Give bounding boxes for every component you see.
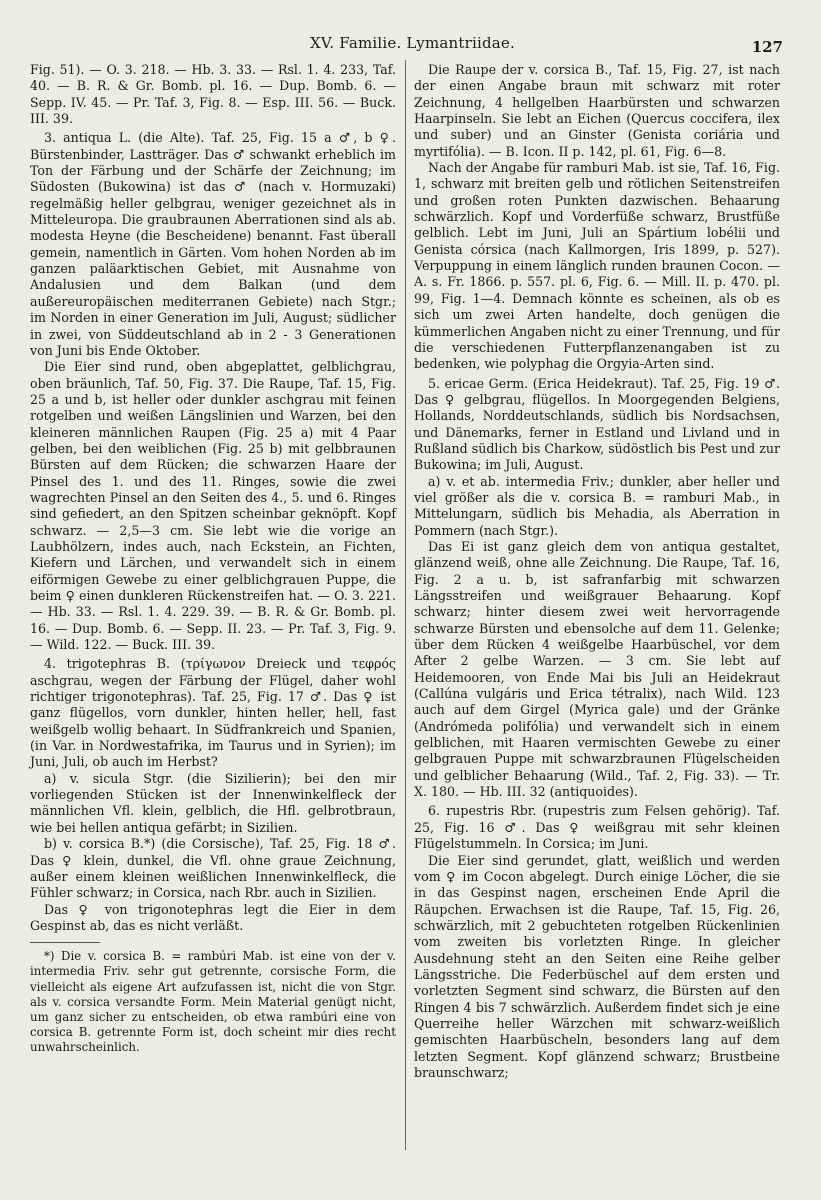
paragraph-references-cont: Fig. 51). — O. 3. 218. — Hb. 3. 33. — Rsl. 1. 4. 233, Taf. 40. — B. R. & Gr. Bomb. pl. 16. — Dup. Bomb. 6. — Sepp. IV. 45. — Pr. Taf. 3, Fig. 8. — Esp. III. 56. — Buck. III. 39. — [30, 62, 396, 127]
page-header — [0, 34, 821, 58]
paragraph-sicula: a) v. sicula Stgr. (die Sizilierin); bei den mir vorliegenden Stücken ist der Innenwinkelfleck der männlichen Vfl. klein, gelblich, die Hfl. gelbrotbraun, wie bei hellen antiqua gefärbt; in Sizilien. — [30, 770, 396, 835]
paragraph-ericae: 5. ericae Germ. (Erica Heidekraut). Taf. 25, Fig. 19 ♂. Das ♀ gelbgrau, flügellos. In Moorgegenden Belgiens, Hollands, Norddeutschlands, südlich bis Nordsachsen, und Dänemarks, ferner in Estland und Livland und in Rußland südlich bis Charkow, südöstlich bis Pest und zur Bukowina; im Juli, August. — [414, 375, 780, 473]
paragraph-trigotephras: 4. trigotephras B. (τρίγωνον Dreieck und τεφρός aschgrau, wegen der Färbung der Flügel, daher wohl richtiger trigonotephras). Taf. 25, Fig. 17 ♂. Das ♀ ist ganz flügellos, vorn dunkler, hinten heller, hell, fast weißgelb wollig behaart. In Südfrankreich und Spanien, (in Var. in Nordwestafrika, im Taurus und in Syrien); im Juni, Juli, ob auch im Herbst? — [30, 656, 396, 770]
left-column — [30, 62, 396, 1056]
page-number: 127 — [751, 38, 783, 56]
paragraph-corsica-larva: Die Raupe der v. corsica B., Taf. 15, Fig. 27, ist nach der einen Angabe braun mit schwarz mit roter Zeichnung, 4 hellgelben Haarbürsten und schwarzen Haarpinseln. Sie lebt an Eichen (Quercus coccifera, ilex und suber) und an Ginster (Genista coriária und myrtifólia). — B. Icon. II p. 142, pl. 61, Fig. 6—8. — [414, 62, 780, 159]
right-column — [414, 62, 780, 1081]
running-head: XV. Familie. Lymantriidae. — [310, 34, 515, 52]
column-divider — [405, 60, 406, 1150]
paragraph-corsica: b) v. corsica B.*) (die Corsische), Taf. 25, Fig. 18 ♂. Das ♀ klein, dunkel, die Vfl. ohne graue Zeichnung, außer einem kleinen weißlichen Innenwinkelfleck, die Fühler schwarz; in Corsica, nach Rbr. auch in Sizilien. — [30, 836, 396, 901]
paragraph-ericae-egg-larva: Das Ei ist ganz gleich dem von antiqua gestaltet, glänzend weiß, ohne alle Zeichnung. Die Raupe, Taf. 16, Fig. 2 a u. b, ist safranfarbig mit schwarzen Längsstreifen und weißgrauer Behaarung. Kopf schwarz; hinter diesem zwei weit hervorragende schwarze Bürsten und ebensolche auf dem 11. Gelenke; über dem Rücken 4 weißgelbe Haarbüschel, vor dem After 2 gelbe Warzen. — 3 cm. Sie lebt auf Heidemooren, von Ende Mai bis Juli an Heidekraut (Callúna vulgáris und Erica tétralix), nach Wild. 123 auch auf dem Girgel (Myrica gale) und der Gränke (Andrómeda polifólia) und verwandelt sich in einem gelblichen, mit Haaren vermischten Gewebe zu einer gelbgrauen Puppe mit schwarzbraunen Flügelscheiden und gelblicher Behaarung (Wild., Taf. 2, Fig. 33). — Tr. X. 180. — Hb. III. 32 (antiquoides). — [414, 538, 780, 800]
paragraph-rupestris: 6. rupestris Rbr. (rupestris zum Felsen gehörig). Taf. 25, Fig. 16 ♂. Das ♀ weißgrau mit sehr kleinen Flügelstummeln. In Corsica; im Juni. — [414, 803, 780, 852]
footnote-divider — [30, 942, 100, 943]
paragraph-intermedia: a) v. et ab. intermedia Friv.; dunkler, aber heller und viel größer als die v. corsica B. = ramburi Mab., in Mittelungarn, südlich bis Mehadia, als Aberration in Pommern (nach Stgr.). — [414, 473, 780, 538]
paragraph-trigotephras-eggs: Das ♀ von trigonotephras legt die Eier in dem Gespinst ab, das es nicht verläßt. — [30, 901, 396, 933]
paragraph-antiqua: 3. antiqua L. (die Alte). Taf. 25, Fig. 15 a ♂, b ♀. Bürstenbinder, Lastträger. Das ♂ schwankt erheblich im Ton der Färbung und der Schärfe der Zeichnung; im Südosten (Bukowina) ist das ♂ (nach v. Hormuzaki) regelmäßig heller gelbgrau, weniger gezeichnet als in Mitteleuropa. Die graubraunen Aberrationen sind als ab. modesta Heyne (die Bescheidene) benannt. Fast überall gemein, namentlich in Gärten. Vom hohen Norden ab im ganzen paläarktischen Gebiet, mit Ausnahme von Andalusien und dem Balkan (und dem außereuropäischen mediterranen Gebiete) nach Stgr.; im Norden in einer Generation im Juli, August; südlicher in zwei, von Süddeutschland ab in 2 - 3 Generationen von Juni bis Ende Oktober. — [30, 130, 396, 358]
paragraph-ramburi: Nach der Angabe für ramburi Mab. ist sie, Taf. 16, Fig. 1, schwarz mit breiten gelb und rötlichen Seitenstreifen und großen roten Punkten dazwischen. Behaarung schwärzlich. Kopf und Vorderfüße schwarz, Brustfüße gelblich. Lebt im Juni, Juli an Spártium lobélii und Genista córsica (nach Kallmorgen, Iris 1899, p. 527). Verpuppung in einem länglich runden braunen Cocon. — A. s. Fr. 1866. p. 557. pl. 6, Fig. 6. — Mill. II. p. 470. pl. 99, Fig. 1—4. Demnach könnte es scheinen, als ob es sich um zwei Arten handelte, doch genügen die kümmerlichen Angaben nicht zu einer Trennung, und für die verschiedenen Futterpflanzenangaben ist zu bedenken, wie polyphag die Orgyia-Arten sind. — [414, 160, 781, 372]
paragraph-rupestris-eggs: Die Eier sind gerundet, glatt, weißlich und werden vom ♀ im Cocon abgelegt. Durch einige Löcher, die sie in das Gespinst nagen, erscheinen Ende April die Räupchen. Erwachsen ist die Raupe, Taf. 15, Fig. 26, schwärzlich, mit 2 gebuchteten rotgelben Rückenlinien vom zweiten bis vorletzten Ringe. In gleicher Ausdehnung steht an den Seiten eine Reihe gelber Längsstriche. Die Federbüschel auf dem ersten und vorletzten Segment sind schwarz, die Bürsten auf den Ringen 4 bis 7 schwärzlich. Außerdem findet sich je eine Querreihe heller Wärzchen mit schwarz-weißlich gemischten Haarbüscheln, besonders lang auf dem letzten Segment. Kopf glänzend schwarz; Brustbeine braunschwarz; — [414, 852, 780, 1080]
paragraph-antiqua-larva: Die Eier sind rund, oben abgeplattet, gelblichgrau, oben bräunlich, Taf. 50, Fig. 37. Die Raupe, Taf. 15, Fig. 25 a und b, ist heller oder dunkler aschgrau mit feinen rotgelben und weißen Längslinien und Warzen, bei den kleineren männlichen Raupen (Fig. 25 a) mit 4 Paar gelben, bei den weiblichen (Fig. 25 b) mit gelbbraunen Bürsten auf dem Rücken; die schwarzen Haare der Pinsel des 1. und des 11. Ringes, sowie die zwei wagrechten Pinsel an den Seiten des 4., 5. und 6. Ringes sind gefiedert, an den Spitzen scheinbar geknöpft. Kopf schwarz. — 2,5—3 cm. Sie lebt wie die vorige an Laubhölzern, indes auch, nach Eckstein, an Fichten, Kiefern und Lärchen, und verwandelt sich in einem eiförmigen Gewebe zu einer gelblichgrauen Puppe, die beim ♀ einen dunkleren Rückenstreifen hat. — O. 3. 221. — Hb. 33. — Rsl. 1. 4. 229. 39. — B. R. & Gr. Bomb. pl. 16. — Dup. Bomb. 6. — Sepp. II. 23. — Pr. Taf. 3, Fig. 9. — Wild. 122. — Buck. III. 39. — [30, 359, 396, 653]
footnote: *) Die v. corsica B. = rambúri Mab. ist eine von der v. intermedia Friv. sehr gut getrennte, corsische Form, die vielleicht als eigene Art aufzufassen ist, nicht die von Stgr. als v. corsica versandte Form. Mein Material genügt nicht, um ganz sicher zu entscheiden, ob etwa rambúri eine von corsica B. getrennte Form ist, doch scheint mir dies recht unwahrscheinlich. — [30, 949, 396, 1055]
